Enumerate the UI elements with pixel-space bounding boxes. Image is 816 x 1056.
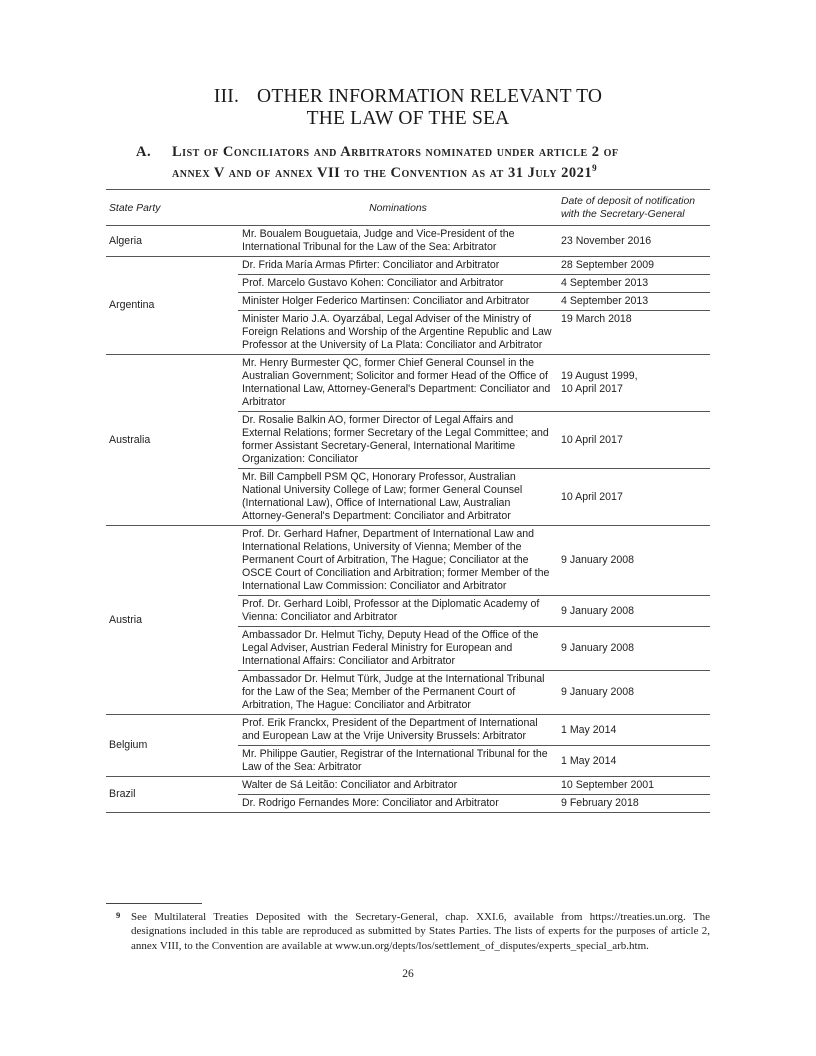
date-value: 9 February 2018 (561, 797, 639, 809)
date-value: 19 August 1999, (561, 370, 638, 382)
state-party-cell: Australia (106, 355, 238, 526)
nomination-cell: Minister Mario J.A. Oyarzábal, Legal Adviser of the Ministry of Foreign Relations and Worship of the Argentine Republic and Law Professor at the University of La Plata: Conciliator and Arbitrator (238, 311, 558, 355)
nominations-table (106, 189, 710, 813)
table-row (106, 526, 710, 596)
date-cell (558, 275, 710, 293)
state-party-cell: Brazil (106, 777, 238, 813)
nomination-cell: Mr. Philippe Gautier, Registrar of the International Tribunal for the Law of the Sea: Arbitrator (238, 746, 558, 777)
date-cell (558, 311, 710, 355)
subsection-title-line1: List of Conciliators and Arbitrators nominated under article 2 of (172, 144, 619, 160)
state-party-cell: Belgium (106, 715, 238, 777)
table-row (106, 355, 710, 412)
nomination-cell: Mr. Boualem Bouguetaia, Judge and Vice-President of the International Tribunal for the Law of the Sea: Arbitrator (238, 226, 558, 257)
nomination-cell: Walter de Sá Leitão: Conciliator and Arbitrator (238, 777, 558, 795)
nomination-cell: Prof. Marcelo Gustavo Kohen: Conciliator and Arbitrator (238, 275, 558, 293)
table-row (106, 777, 710, 795)
table-row (106, 257, 710, 275)
header-date-line1: Date of deposit of notification (561, 196, 696, 207)
date-cell (558, 795, 710, 813)
section-number: III. (213, 86, 240, 107)
header-nominations: Nominations (238, 190, 558, 226)
date-value: 9 January 2008 (561, 686, 635, 698)
date-value: 4 September 2013 (561, 277, 649, 289)
section-title-line2: THE LAW OF THE SEA (306, 108, 510, 129)
nomination-cell: Dr. Frida María Armas Pfirter: Conciliator and Arbitrator (238, 257, 558, 275)
date-value: 9 January 2008 (561, 604, 635, 617)
page-number: 26 (402, 968, 414, 980)
date-value: 23 November 2016 (561, 234, 652, 247)
date-value-2: 10 April 2017 (561, 383, 623, 395)
date-cell (558, 596, 710, 627)
table-header-row (106, 190, 710, 226)
nomination-cell: Mr. Henry Burmester QC, former Chief General Counsel in the Australian Government; Solicitor and former Head of the Office of International Law, Attorney-General's Department: Conciliator and Arbitrator (238, 355, 558, 412)
footnote (106, 910, 710, 953)
nomination-cell: Prof. Dr. Gerhard Loibl, Professor at the Diplomatic Academy of Vienna: Conciliator and Arbitrator (238, 596, 558, 627)
nomination-cell: Minister Holger Federico Martinsen: Conciliator and Arbitrator (238, 293, 558, 311)
nomination-cell: Prof. Erik Franckx, President of the Department of International and European Law at the Vrije University Brussels: Arbitrator (238, 715, 558, 746)
date-value: 28 September 2009 (561, 259, 655, 271)
date-cell (558, 355, 710, 412)
date-value: 1 May 2014 (561, 723, 617, 736)
state-party-cell: Algeria (106, 226, 238, 257)
date-cell (558, 627, 710, 671)
date-value: 19 March 2018 (561, 313, 632, 325)
date-value: 10 April 2017 (561, 433, 623, 446)
date-cell (558, 257, 710, 275)
state-party-cell: Argentina (106, 257, 238, 355)
nomination-cell: Prof. Dr. Gerhard Hafner, Department of International Law and International Relations, University of Vienna; Member of the Permanent Court of Arbitration, The Hague; Conciliator at the OSCE Court of Conciliation and Arbitration; former Member of the International Law Commission: Conciliator and Arbitrator (238, 526, 558, 596)
date-value: 4 September 2013 (561, 295, 649, 307)
section-title-text-1: OTHER INFORMATION RELEVANT TO (257, 86, 603, 107)
date-value: 1 May 2014 (561, 754, 617, 767)
date-cell (558, 715, 710, 746)
date-value: 10 September 2001 (561, 779, 655, 791)
date-value: 9 January 2008 (561, 642, 635, 654)
subsection-title (136, 142, 696, 184)
nomination-cell: Mr. Bill Campbell PSM QC, Honorary Professor, Australian National University College of Law; former General Counsel (International Law), Office of International Law, Australian Attorney-General's Department: Conciliator and Arbitrator (238, 469, 558, 526)
header-state-party: State Party (106, 190, 238, 226)
section-title (0, 86, 816, 130)
section-title-line1 (0, 86, 816, 108)
date-cell (558, 671, 710, 715)
header-date-of-deposit (558, 190, 710, 226)
footnote-divider (106, 903, 202, 904)
footnote-number: 9 (116, 910, 121, 920)
date-cell (558, 226, 710, 257)
subsection-title-line2: annex V and of annex VII to the Convention as at 31 July 2021 (172, 165, 593, 181)
date-value: 9 January 2008 (561, 554, 635, 566)
subsection-title-line2-wrap (136, 163, 696, 184)
date-cell (558, 526, 710, 596)
table-body (106, 226, 710, 813)
nomination-cell: Dr. Rosalie Balkin AO, former Director of Legal Affairs and External Relations; former Secretary of the Legal Committee; and former Assistant Secretary-General, International Maritime Organization: Conciliator (238, 412, 558, 469)
state-party-cell: Austria (106, 526, 238, 715)
header-date-line2: with the Secretary-General (561, 209, 685, 220)
footnote-text: See Multilateral Treaties Deposited with the Secretary-General, chap. XXI.6, available from https://treaties.un.org. The designations included in this table are reproduced as submitted by States Parties. The lists of experts for the purposes of article 2, annex VIII, to the Convention are available at www.un.org/depts/los/settlement_of_disputes/experts_special_arb.htm. (131, 911, 710, 952)
date-cell (558, 746, 710, 777)
table-row (106, 715, 710, 746)
date-value: 10 April 2017 (561, 490, 623, 503)
footnote-reference[interactable]: 9 (592, 163, 598, 174)
date-cell (558, 412, 710, 469)
date-cell (558, 293, 710, 311)
nomination-cell: Ambassador Dr. Helmut Türk, Judge at the International Tribunal for the Law of the Sea; Member of the Permanent Court of Arbitration, The Hague: Conciliator and Arbitrator (238, 671, 558, 715)
date-cell (558, 469, 710, 526)
date-cell (558, 777, 710, 795)
nomination-cell: Ambassador Dr. Helmut Tichy, Deputy Head of the Office of the Legal Adviser, Austrian Federal Ministry for European and International Affairs: Conciliator and Arbitrator (238, 627, 558, 671)
nomination-cell: Dr. Rodrigo Fernandes More: Conciliator and Arbitrator (238, 795, 558, 813)
table-row (106, 226, 710, 257)
subsection-letter: A. (136, 144, 152, 160)
